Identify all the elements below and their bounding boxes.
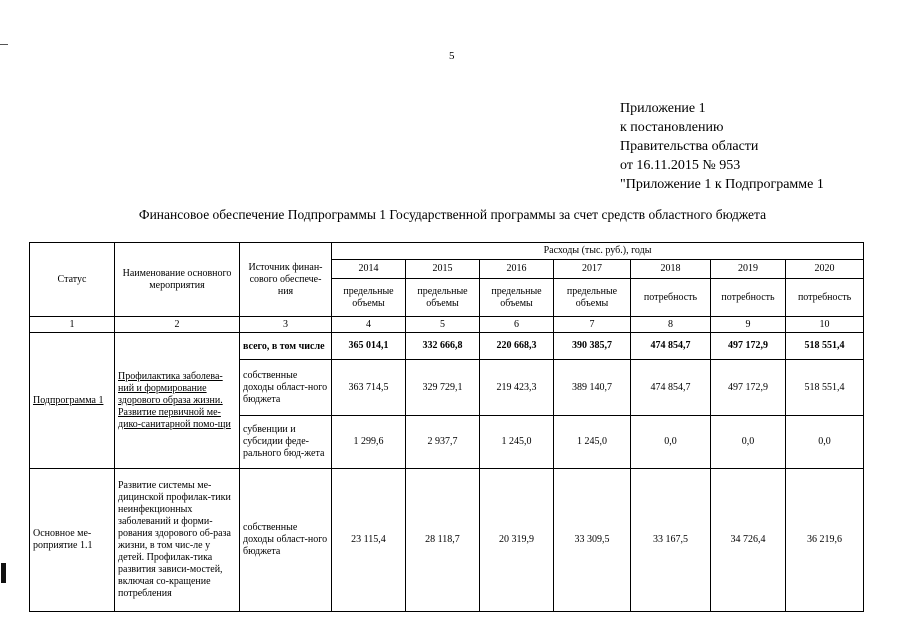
value-cell: 33 309,5 xyxy=(554,469,631,612)
scan-artifact xyxy=(1,563,6,583)
value-cell: 497 172,9 xyxy=(711,360,786,416)
appendix-line: к постановлению xyxy=(620,120,724,135)
measure-name: Развитие системы ме-дицинской профилак-тики неинфекционных заболеваний и форми-рования здорового об-раза жизни, в том чис-ле у детей. Профилак-тика развития зависи-мостей, включая со-кращение потребления xyxy=(115,469,240,612)
header-source: Источник финан-сового обеспече-ния xyxy=(240,243,332,317)
column-number: 1 xyxy=(30,317,115,333)
header-row xyxy=(30,243,864,260)
header-name: Наименование основного мероприятия xyxy=(115,243,240,317)
column-number: 10 xyxy=(786,317,864,333)
header-kind: предельные объемы xyxy=(406,279,480,317)
document-title: Финансовое обеспечение Подпрограммы 1 Государственной программы за счет средств областного бюджета xyxy=(138,207,767,222)
header-year: 2016 xyxy=(480,260,554,279)
column-numbers-row xyxy=(30,317,864,333)
value-cell: 365 014,1 xyxy=(332,333,406,360)
header-kind: потребность xyxy=(711,279,786,317)
table-row xyxy=(30,469,864,612)
appendix-header xyxy=(620,99,824,194)
measure-status: Основное ме-роприятие 1.1 xyxy=(30,469,115,612)
header-expenses: Расходы (тыс. руб.), годы xyxy=(332,243,864,260)
value-cell: 497 172,9 xyxy=(711,333,786,360)
header-kind: потребность xyxy=(786,279,864,317)
header-year: 2014 xyxy=(332,260,406,279)
value-cell: 1 245,0 xyxy=(554,416,631,469)
value-cell: 329 729,1 xyxy=(406,360,480,416)
value-cell: 33 167,5 xyxy=(631,469,711,612)
value-cell: 23 115,4 xyxy=(332,469,406,612)
financing-table xyxy=(29,242,864,612)
value-cell: 1 245,0 xyxy=(480,416,554,469)
value-cell: 332 666,8 xyxy=(406,333,480,360)
header-kind: предельные объемы xyxy=(554,279,631,317)
value-cell: 518 551,4 xyxy=(786,333,864,360)
header-year: 2015 xyxy=(406,260,480,279)
value-cell: 219 423,3 xyxy=(480,360,554,416)
header-kind: предельные объемы xyxy=(480,279,554,317)
header-status: Статус xyxy=(30,243,115,317)
value-cell: 389 140,7 xyxy=(554,360,631,416)
value-cell: 2 937,7 xyxy=(406,416,480,469)
header-kind: предельные объемы xyxy=(332,279,406,317)
column-number: 5 xyxy=(406,317,480,333)
measure-source: собственные доходы област-ного бюджета xyxy=(240,469,332,612)
subprogram-name: Профилактика заболева-ний и формирование здорового образа жизни. Развитие первичной ме-дико-санитарной помо-щи xyxy=(115,333,240,469)
header-year: 2018 xyxy=(631,260,711,279)
appendix-line: Приложение 1 xyxy=(620,101,706,116)
appendix-line: "Приложение 1 к Подпрограмме 1 xyxy=(620,177,824,192)
column-number: 9 xyxy=(711,317,786,333)
scan-edge-mark xyxy=(0,44,8,45)
header-year: 2019 xyxy=(711,260,786,279)
column-number: 6 xyxy=(480,317,554,333)
value-cell: 28 118,7 xyxy=(406,469,480,612)
source-federal-subsidies: субвенции и субсидии феде-рального бюд-жета xyxy=(240,416,332,469)
appendix-line: Правительства области xyxy=(620,139,759,154)
value-cell: 0,0 xyxy=(631,416,711,469)
column-number: 3 xyxy=(240,317,332,333)
value-cell: 34 726,4 xyxy=(711,469,786,612)
value-cell: 36 219,6 xyxy=(786,469,864,612)
value-cell: 1 299,6 xyxy=(332,416,406,469)
source-total: всего, в том числе xyxy=(240,333,332,360)
value-cell: 474 854,7 xyxy=(631,333,711,360)
header-year: 2017 xyxy=(554,260,631,279)
column-number: 8 xyxy=(631,317,711,333)
column-number: 4 xyxy=(332,317,406,333)
value-cell: 0,0 xyxy=(786,416,864,469)
value-cell: 474 854,7 xyxy=(631,360,711,416)
value-cell: 390 385,7 xyxy=(554,333,631,360)
appendix-line: от 16.11.2015 № 953 xyxy=(620,158,741,173)
header-kind: потребность xyxy=(631,279,711,317)
column-number: 7 xyxy=(554,317,631,333)
value-cell: 363 714,5 xyxy=(332,360,406,416)
header-year: 2020 xyxy=(786,260,864,279)
table-row xyxy=(30,333,864,360)
source-own-revenue: собственные доходы област-ного бюджета xyxy=(240,360,332,416)
column-number: 2 xyxy=(115,317,240,333)
value-cell: 0,0 xyxy=(711,416,786,469)
value-cell: 220 668,3 xyxy=(480,333,554,360)
value-cell: 518 551,4 xyxy=(786,360,864,416)
page-number: 5 xyxy=(449,50,455,62)
subprogram-status: Подпрограмма 1 xyxy=(30,333,115,469)
value-cell: 20 319,9 xyxy=(480,469,554,612)
